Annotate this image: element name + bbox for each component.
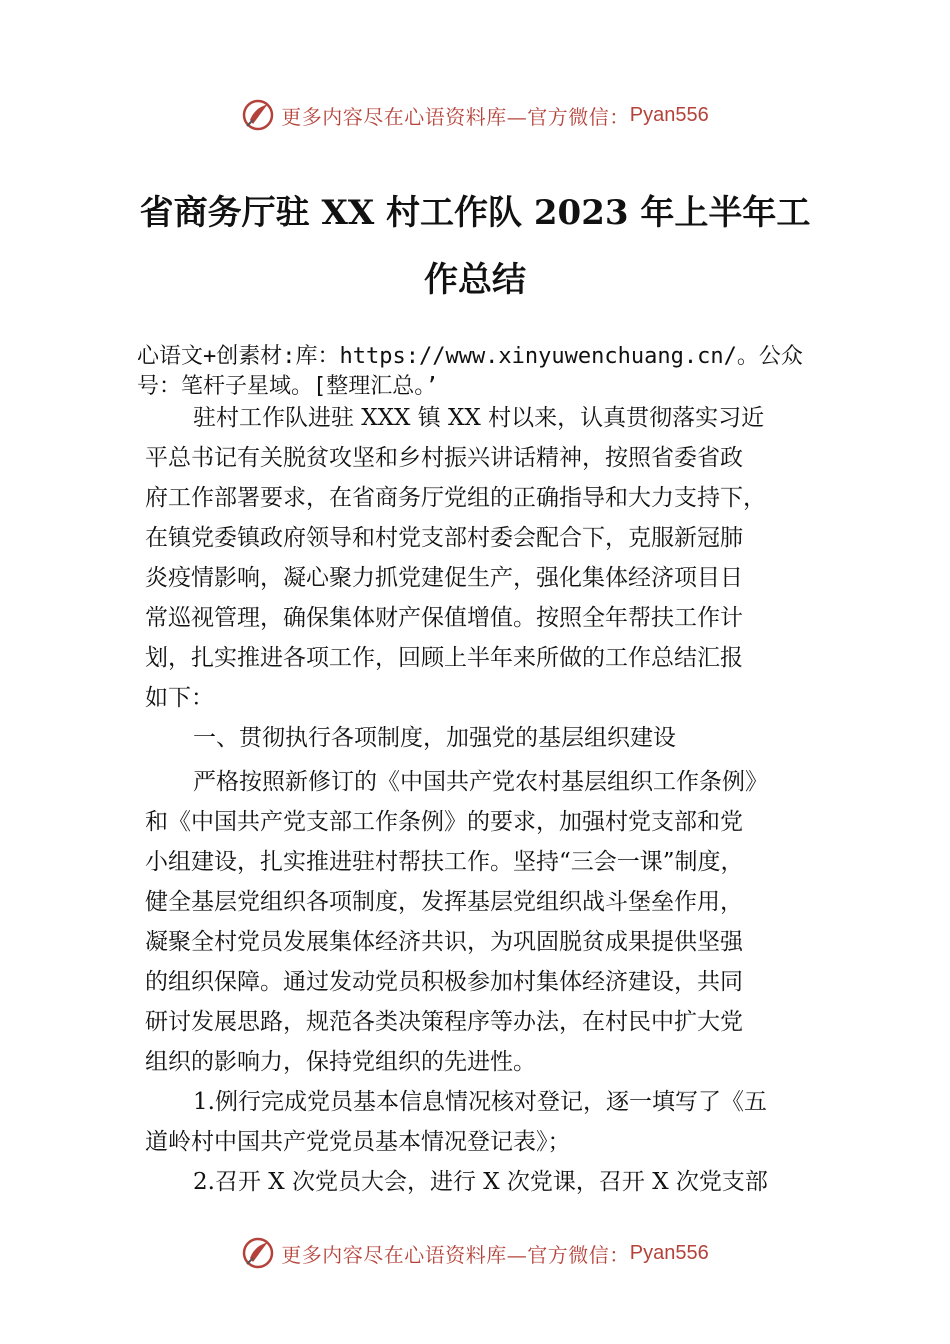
paragraph-intro — [145, 398, 845, 718]
header-banner — [0, 95, 950, 135]
text-line: 严格按照新修订的《中国共产党农村基层组织工作条例》 — [193, 769, 768, 795]
list-item-2 — [145, 1162, 845, 1202]
document-title-line-1: 省商务厅驻 XX 村工作队 2023 年上半年工 — [139, 193, 811, 233]
text-line: 驻村工作队进驻 XXX 镇 XX 村以来，认真贯彻落实习近 — [193, 405, 765, 431]
brand-logo-icon — [241, 98, 275, 132]
text-line: 平总书记有关脱贫攻坚和乡村振兴讲话精神，按照省委省政 — [145, 445, 743, 471]
list-item-1 — [145, 1082, 845, 1162]
text-line: 凝聚全村党员发展集体经济共识，为巩固脱贫成果提供坚强 — [145, 929, 743, 955]
text-line: 炎疫情影响，凝心聚力抓党建促生产，强化集体经济项目日 — [145, 565, 743, 591]
text-line: 如下： — [145, 685, 214, 711]
text-line: 划，扎实推进各项工作，回顾上半年来所做的工作总结汇报 — [145, 645, 743, 671]
text-line: 2.召开 X 次党员大会，进行 X 次党课，召开 X 次党支部 — [193, 1169, 768, 1195]
text-line: 在镇党委镇政府领导和村党支部村委会配合下，克服新冠肺 — [145, 525, 743, 551]
banner-wechat-id: Pyan556 — [629, 1241, 709, 1264]
document-title-line-2: 作总结 — [424, 260, 526, 300]
text-line: 组织的影响力，保持党组织的先进性。 — [145, 1049, 536, 1075]
banner-wechat-id: Pyan556 — [629, 103, 709, 126]
source-note-line-1: 心语文+创素材:库：https://www.xinyuwenchuang.cn/。公众 — [137, 344, 803, 369]
text-line: 道岭村中国共产党党员基本情况登记表》； — [145, 1129, 571, 1155]
heading-line: 一、贯彻执行各项制度，加强党的基层组织建设 — [193, 725, 676, 751]
text-line: 常巡视管理，确保集体财产保值增值。按照全年帮扶工作计 — [145, 605, 743, 631]
banner-text: 更多内容尽在心语资料库—官方微信： — [281, 104, 630, 129]
source-note-line-2: 号：笔杆子星域。[整理汇总。’ — [137, 374, 439, 399]
text-line: 府工作部署要求，在省商务厅党组的正确指导和大力支持下， — [145, 485, 766, 511]
text-line: 1.例行完成党员基本信息情况核对登记，逐一填写了《五 — [193, 1089, 767, 1115]
text-line: 小组建设，扎实推进驻村帮扶工作。坚持“三会一课”制度， — [145, 849, 744, 875]
brand-logo-icon — [241, 1236, 275, 1270]
footer-banner — [0, 1233, 950, 1273]
section-heading-1 — [145, 718, 845, 758]
paragraph-party-building — [145, 762, 845, 1082]
text-line: 和《中国共产党支部工作条例》的要求，加强村党支部和党 — [145, 809, 743, 835]
text-line: 的组织保障。通过发动党员积极参加村集体经济建设，共同 — [145, 969, 743, 995]
text-line: 研讨发展思路，规范各类决策程序等办法，在村民中扩大党 — [145, 1009, 743, 1035]
text-line: 健全基层党组织各项制度，发挥基层党组织战斗堡垒作用， — [145, 889, 743, 915]
banner-text: 更多内容尽在心语资料库—官方微信： — [281, 1242, 630, 1267]
